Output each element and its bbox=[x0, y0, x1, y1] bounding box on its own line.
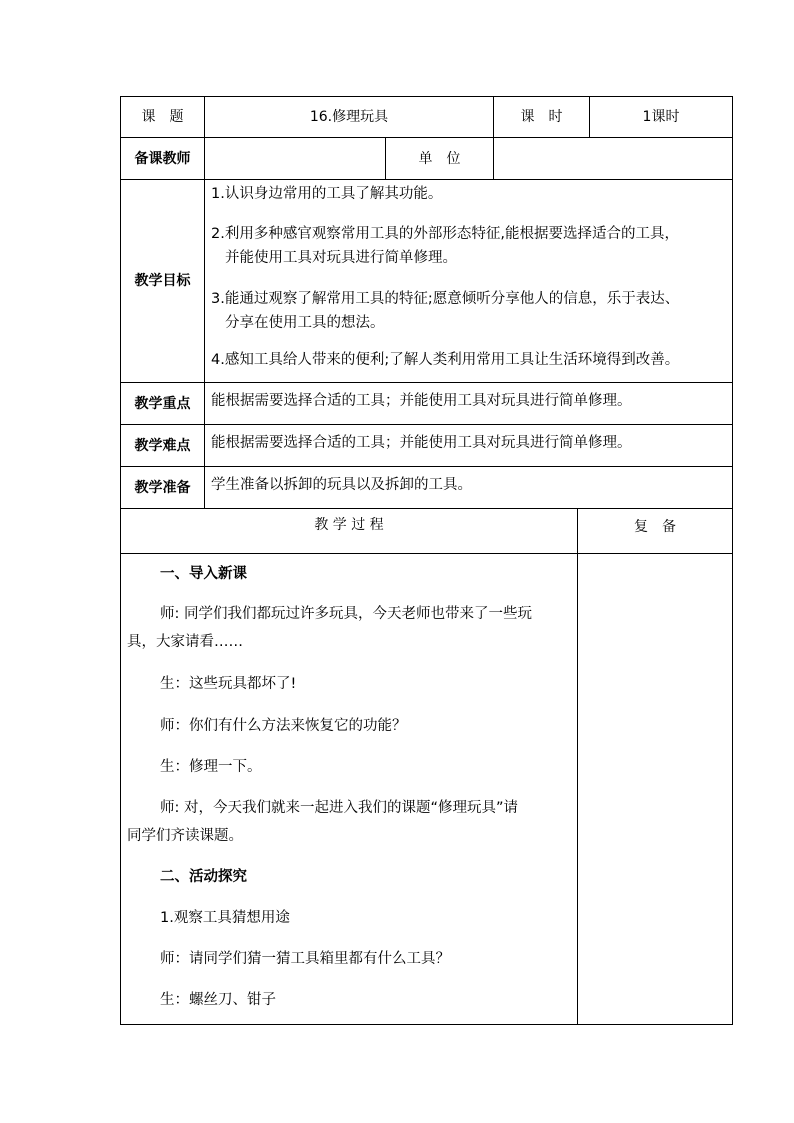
objective-item: 并能使用工具对玩具进行简单修理。 bbox=[225, 250, 457, 266]
teacher-label: 备课教师 bbox=[134, 150, 191, 167]
row-divider bbox=[120, 466, 733, 467]
teacher-value bbox=[205, 138, 385, 179]
col-divider bbox=[577, 508, 578, 1024]
process-line: 具，大家请看…… bbox=[127, 634, 243, 650]
unit-value bbox=[494, 138, 732, 179]
process-header: 教 学 过 程 bbox=[314, 517, 384, 533]
difficulty-value: 能根据需要选择合适的工具；并能使用工具对玩具进行简单修理。 bbox=[211, 435, 632, 451]
row-divider bbox=[120, 553, 733, 554]
section-heading: 一、导入新课 bbox=[160, 566, 247, 582]
objective-item: 2.利用多种感官观察常用工具的外部形态特征,能根据要选择适合的工具， bbox=[211, 226, 679, 242]
process-line: 生：螺丝刀、钳子 bbox=[160, 992, 276, 1008]
process-line: 师: 对，今天我们就来一起进入我们的课题“修理玩具”请 bbox=[160, 800, 519, 816]
process-line: 1.观察工具猜想用途 bbox=[160, 910, 290, 926]
process-line: 生：这些玩具都坏了! bbox=[160, 676, 297, 692]
process-line: 师: 同学们我们都玩过许多玩具，今天老师也带来了一些玩 bbox=[160, 606, 532, 622]
notes-header: 复 备 bbox=[634, 519, 676, 535]
row-divider bbox=[120, 179, 733, 180]
difficulty-label: 教学难点 bbox=[134, 437, 191, 454]
key-point-value: 能根据需要选择合适的工具；并能使用工具对玩具进行简单修理。 bbox=[211, 393, 632, 409]
objective-item: 4.感知工具给人带来的便利;了解人类利用常用工具让生活环境得到改善。 bbox=[211, 352, 680, 368]
objective-item: 分享在使用工具的想法。 bbox=[225, 315, 385, 331]
lesson-label: 课 题 bbox=[141, 109, 184, 125]
process-line: 同学们齐读课题。 bbox=[127, 828, 243, 844]
preparation-value: 学生准备以拆卸的玩具以及拆卸的工具。 bbox=[211, 477, 472, 493]
row-divider bbox=[120, 424, 733, 425]
period-label: 课 时 bbox=[520, 109, 563, 125]
process-line: 师：请同学们猜一猜工具箱里都有什么工具？ bbox=[160, 951, 450, 967]
lesson-title: 16.修理玩具 bbox=[309, 109, 389, 125]
period-value: 1课时 bbox=[642, 109, 680, 125]
objectives-label: 教学目标 bbox=[134, 273, 191, 289]
key-point-label: 教学重点 bbox=[134, 395, 191, 412]
unit-label: 单 位 bbox=[418, 150, 461, 167]
section-heading: 二、活动探究 bbox=[160, 869, 247, 885]
row-divider bbox=[120, 382, 733, 383]
process-line: 生：修理一下。 bbox=[160, 759, 262, 775]
objective-item: 1.认识身边常用的工具了解其功能。 bbox=[211, 186, 443, 202]
objective-item: 3.能通过观察了解常用工具的特征;愿意倾听分享他人的信息，乐于表达、 bbox=[211, 291, 680, 307]
preparation-label: 教学准备 bbox=[134, 479, 191, 496]
process-line: 师：你们有什么方法来恢复它的功能？ bbox=[160, 718, 407, 734]
table-border-bottom bbox=[120, 1024, 733, 1025]
table-border-right bbox=[732, 96, 733, 1025]
